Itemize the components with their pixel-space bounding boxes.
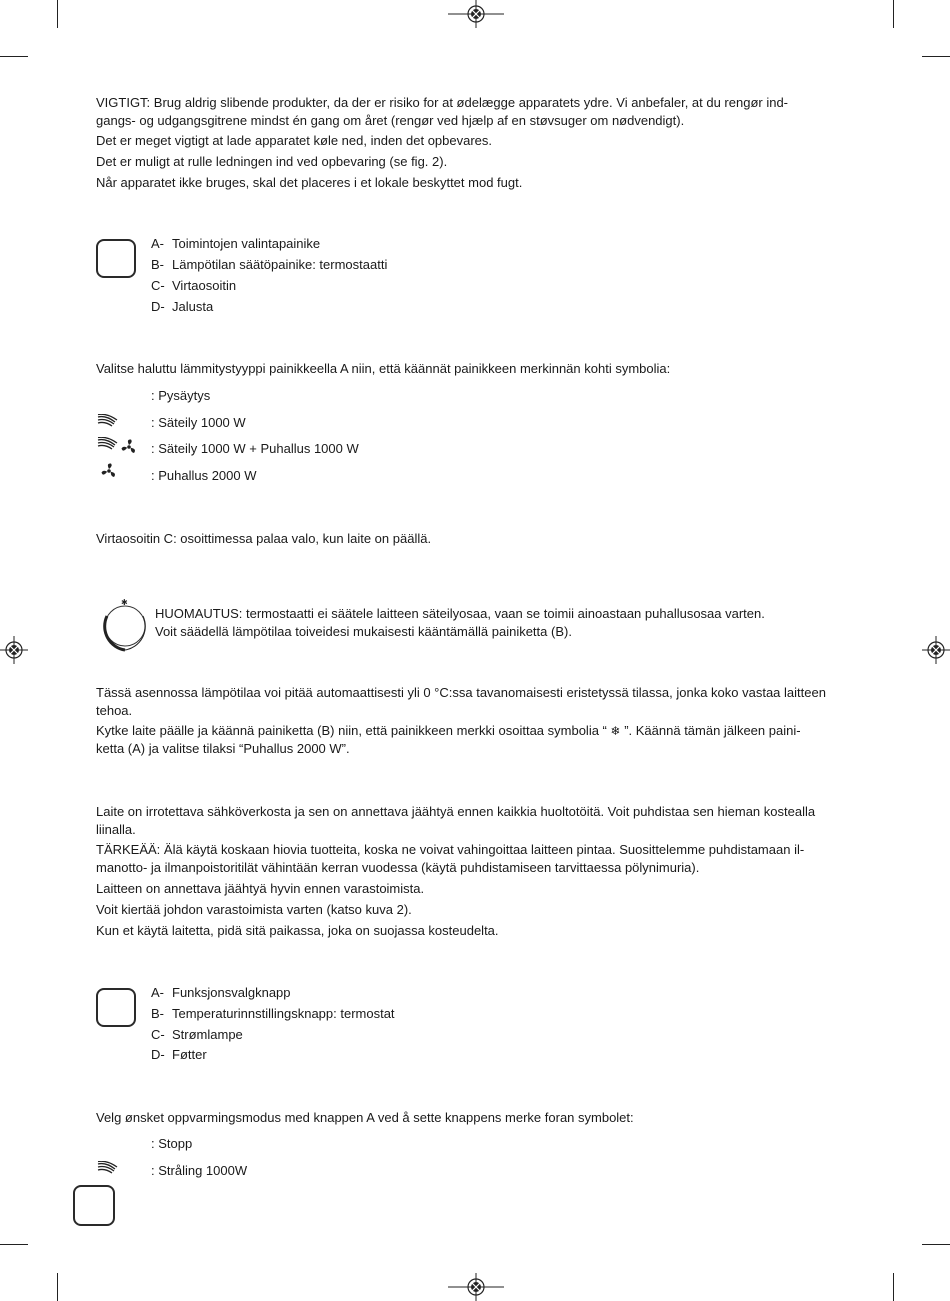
parts-list-item: D- Føtter xyxy=(151,1047,207,1062)
radiant-heat-icon xyxy=(97,1161,119,1175)
crop-mark xyxy=(893,1273,894,1301)
mode-item-radiant: : Stråling 1000W xyxy=(151,1163,248,1178)
crop-mark xyxy=(893,0,894,28)
crop-mark xyxy=(922,56,950,57)
danish-text-line: Det er muligt at rulle ledningen ind ved opbevaring (se fig. 2). xyxy=(96,154,448,169)
registration-mark-icon xyxy=(448,1273,504,1301)
registration-mark-icon xyxy=(0,636,28,664)
mode-intro-text: Velg ønsket oppvarmingsmodus med knappen A ved å sette knappens merke foran symbolet: xyxy=(96,1110,634,1125)
danish-text-line: gangs- og udgangsgitrene mindst én gang om året (rengør ved hjælp af en støvsuger om nødvendigt). xyxy=(96,113,685,128)
mode-item-stop: : Pysäytys xyxy=(151,388,211,403)
parts-list-item: D- Jalusta xyxy=(151,299,214,314)
parts-list-item: C- Virtaosoitin xyxy=(151,278,237,293)
frost-text-part: Kytke laite päälle ja käännä painiketta (B) niin, että painikkeen merkki osoittaa symbolia “ xyxy=(96,723,607,738)
fan-icon xyxy=(120,438,138,456)
registration-mark-icon xyxy=(922,636,950,664)
indicator-text: Virtaosoitin C: osoittimessa palaa valo, kun laite on päällä. xyxy=(96,531,432,546)
care-text-line: Voit kiertää johdon varastoimista varten (katso kuva 2). xyxy=(96,902,412,917)
care-text-line: liinalla. xyxy=(96,822,136,837)
crop-mark xyxy=(922,1244,950,1245)
frost-text-line: Tässä asennossa lämpötilaa voi pitää automaattisesti yli 0 °C:ssa tavanomaisesti eristetyssä tilassa, jonka koko vastaa laitteen xyxy=(96,685,826,700)
section-marker-box xyxy=(96,239,136,278)
crop-mark xyxy=(0,56,28,57)
fan-icon xyxy=(100,462,118,480)
page-number-box xyxy=(73,1185,115,1226)
note-text-line: Voit säädellä lämpötilaa toiveidesi mukaisesti kääntämällä painiketta (B). xyxy=(155,624,572,639)
frost-text-part: ”. Käännä tämän jälkeen paini- xyxy=(624,723,801,738)
crop-mark xyxy=(57,1273,58,1301)
mode-intro-text: Valitse haluttu lämmitystyyppi painikkeella A niin, että käännät painikkeen merkinnän kohti symbolia: xyxy=(96,361,671,376)
thermostat-dial-icon xyxy=(97,598,153,652)
svg-text:✱: ✱ xyxy=(121,598,128,607)
danish-text-line: Når apparatet ikke bruges, skal det placeres i et lokale beskyttet mod fugt. xyxy=(96,175,523,190)
radiant-heat-icon xyxy=(97,414,119,428)
care-text-line: Laite on irrotettava sähköverkosta ja sen on annettava jäähtyä ennen kaikkia huoltotöitä. Voit puhdistaa sen hieman kostealla xyxy=(96,804,816,819)
frost-text-line: tehoa. xyxy=(96,703,133,718)
parts-list-item: B- Lämpötilan säätöpainike: termostaatti xyxy=(151,257,388,272)
note-text-line: HUOMAUTUS: termostaatti ei säätele laitteen säteilyosaa, vaan se toimii ainoastaan puhallusosaa varten. xyxy=(155,606,765,621)
care-text-line: TÄRKEÄÄ: Älä käytä koskaan hiovia tuotteita, koska ne voivat vahingoittaa laitteen pintaa. Suosittelemme puhdistamaan il- xyxy=(96,842,805,857)
parts-list-item: B- Temperaturinnstillingsknapp: termostat xyxy=(151,1006,395,1021)
danish-text-line: VIGTIGT: Brug aldrig slibende produkter, da der er risiko for at ødelægge apparatets ydre. Vi anbefaler, at du rengør ind- xyxy=(96,95,789,110)
parts-list-item: A- Toimintojen valintapainike xyxy=(151,236,321,251)
frost-text-line-with-symbol xyxy=(96,722,856,740)
crop-mark xyxy=(0,1244,28,1245)
danish-text-line: Det er meget vigtigt at lade apparatet køle ned, inden det opbevares. xyxy=(96,133,493,148)
care-text-line: manotto- ja ilmanpoistoritilät vähintään kerran vuodessa (käytä puhdistamiseen tarvittaessa pölynimuria). xyxy=(96,860,700,875)
section-marker-box xyxy=(96,988,136,1027)
snowflake-icon: ❄ xyxy=(610,724,621,738)
care-text-line: Kun et käytä laitetta, pidä sitä paikassa, joka on suojassa kosteudelta. xyxy=(96,923,499,938)
parts-list-item: A- Funksjonsvalgknapp xyxy=(151,985,291,1000)
care-text-line: Laitteen on annettava jäähtyä hyvin ennen varastoimista. xyxy=(96,881,425,896)
registration-mark-icon xyxy=(448,0,504,28)
mode-item-stop: : Stopp xyxy=(151,1136,193,1151)
mode-item-radiant: : Säteily 1000 W xyxy=(151,415,246,430)
mode-item-radiant-fan: : Säteily 1000 W + Puhallus 1000 W xyxy=(151,441,359,456)
crop-mark xyxy=(57,0,58,28)
frost-text-line: ketta (A) ja valitse tilaksi “Puhallus 2000 W”. xyxy=(96,741,350,756)
radiant-heat-icon xyxy=(97,437,119,451)
parts-list-item: C- Strømlampe xyxy=(151,1027,243,1042)
mode-item-fan: : Puhallus 2000 W xyxy=(151,468,257,483)
